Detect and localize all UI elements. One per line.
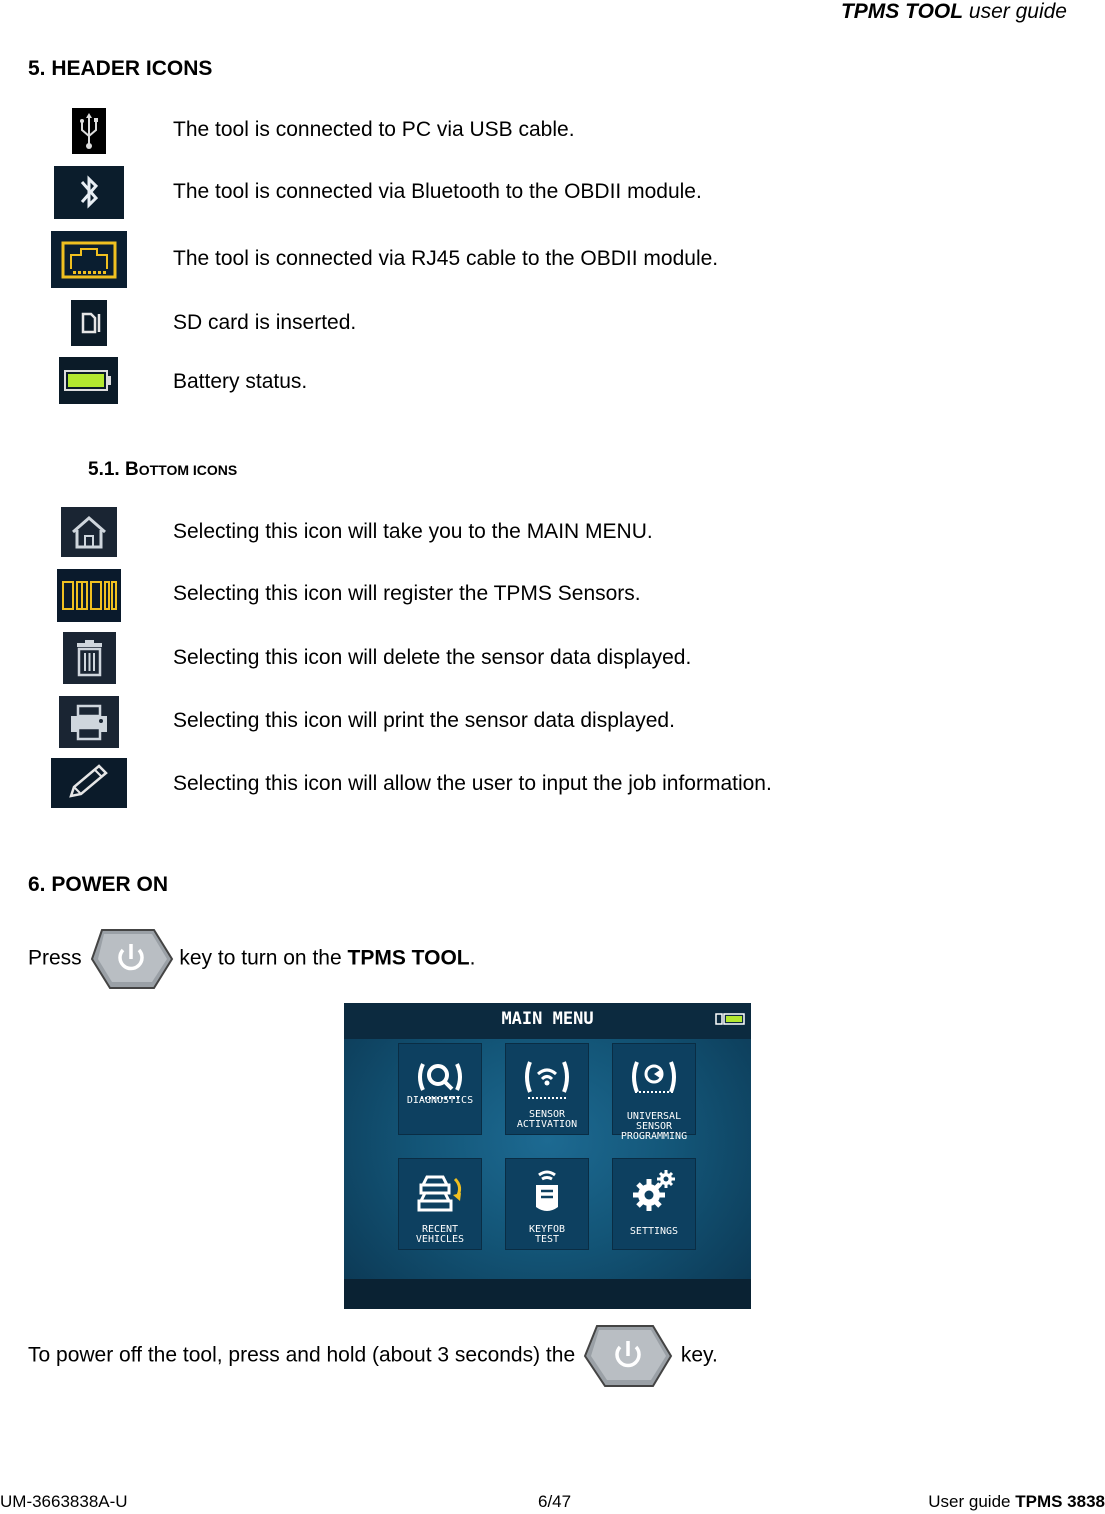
main-menu-tile-recent-vehicles[interactable]	[398, 1158, 482, 1250]
pencil-icon	[51, 758, 127, 808]
header-icon-desc-sd: SD card is inserted.	[173, 311, 357, 334]
footer-doc-id: UM-3663838A-U	[0, 1492, 128, 1511]
section-5-1-initial: B	[124, 459, 139, 480]
bluetooth-icon	[54, 166, 124, 219]
usb-icon	[72, 108, 106, 154]
tire-sensor-icon	[629, 1052, 679, 1102]
main-menu-tile-keyfob-test[interactable]	[505, 1158, 589, 1250]
header-product: TPMS TOOL	[840, 0, 964, 23]
bottom-icon-desc-home: Selecting this icon will take you to the MAIN MENU.	[173, 520, 653, 543]
bottom-icon-desc-trash: Selecting this icon will delete the sensor data displayed.	[173, 646, 692, 669]
header-icon-desc-usb: The tool is connected to PC via USB cable.	[173, 118, 575, 141]
tile-label-recent-vehicles: RECENT VEHICLES	[415, 1224, 465, 1245]
section-6-title: 6. POWER ON	[28, 873, 169, 896]
cars-icon	[415, 1167, 465, 1217]
footer-guide	[928, 1492, 1105, 1512]
tile-label-universal-sensor-programming: UNIVERSAL SENSOR PROGRAMMING	[620, 1111, 688, 1142]
power-key-icon	[88, 926, 174, 992]
footer-model: TPMS 3838	[1015, 1492, 1105, 1511]
footer-page-number: 6/47	[538, 1492, 572, 1511]
main-menu-tile-settings[interactable]	[612, 1158, 696, 1250]
sd-card-icon	[71, 300, 107, 346]
press-key-text: key to turn on the	[179, 946, 342, 970]
tile-label-keyfob-test: KEYFOB TEST	[528, 1224, 566, 1245]
tire-wireless-icon	[522, 1052, 572, 1102]
main-menu-tile-universal-sensor-programming[interactable]	[612, 1043, 696, 1142]
main-menu-screenshot	[344, 1003, 751, 1309]
main-menu-tile-diagnostics[interactable]	[398, 1043, 482, 1135]
section-5-title: 5. HEADER ICONS	[28, 57, 213, 80]
bottom-icon-desc-pencil: Selecting this icon will allow the user to input the job information.	[173, 772, 772, 795]
header-icon-desc-battery: Battery status.	[173, 370, 308, 393]
header-suffix: user guide	[968, 0, 1067, 23]
tile-label-settings: SETTINGS	[629, 1226, 679, 1237]
trash-icon	[63, 632, 116, 684]
header-icon-desc-bluetooth: The tool is connected via Bluetooth to the OBDII module.	[173, 180, 702, 203]
power-key-icon	[581, 1322, 675, 1390]
rj45-icon	[51, 231, 127, 288]
bottom-icon-desc-obdii: Selecting this icon will register the TPMS Sensors.	[173, 582, 641, 605]
keyfob-icon	[522, 1167, 572, 1217]
power-on-instruction	[28, 926, 475, 992]
power-off-end: key.	[680, 1343, 718, 1367]
footer-guide-text: User guide	[928, 1492, 1011, 1511]
section-5-1-title	[88, 459, 237, 481]
section-5-1-rest: OTTOM ICONS	[138, 462, 238, 478]
gears-icon	[629, 1167, 679, 1217]
tile-label-sensor-activation: SENSOR ACTIVATION	[516, 1109, 578, 1130]
printer-icon	[59, 696, 119, 748]
tpms-tool-name: TPMS TOOL	[347, 946, 470, 970]
main-menu-battery-icon	[715, 1012, 747, 1026]
press-end: .	[469, 946, 476, 970]
tile-label-diagnostics: DIAGNOSTICS	[406, 1095, 474, 1106]
press-text: Press	[28, 946, 82, 970]
power-off-instruction	[28, 1322, 718, 1390]
bottom-icon-desc-printer: Selecting this icon will print the sensor data displayed.	[173, 709, 675, 732]
header-icon-desc-rj45: The tool is connected via RJ45 cable to the OBDII module.	[173, 247, 719, 270]
power-off-text: To power off the tool, press and hold (about 3 seconds) the	[28, 1343, 576, 1367]
main-menu-title: MAIN MENU	[501, 1009, 594, 1029]
running-header	[841, 0, 1067, 24]
obdii-icon	[57, 569, 121, 622]
main-menu-bottombar	[344, 1279, 751, 1309]
section-5-1-num: 5.1.	[88, 459, 125, 480]
main-menu-tile-sensor-activation[interactable]	[505, 1043, 589, 1135]
battery-icon	[59, 357, 118, 404]
home-icon	[61, 507, 117, 557]
